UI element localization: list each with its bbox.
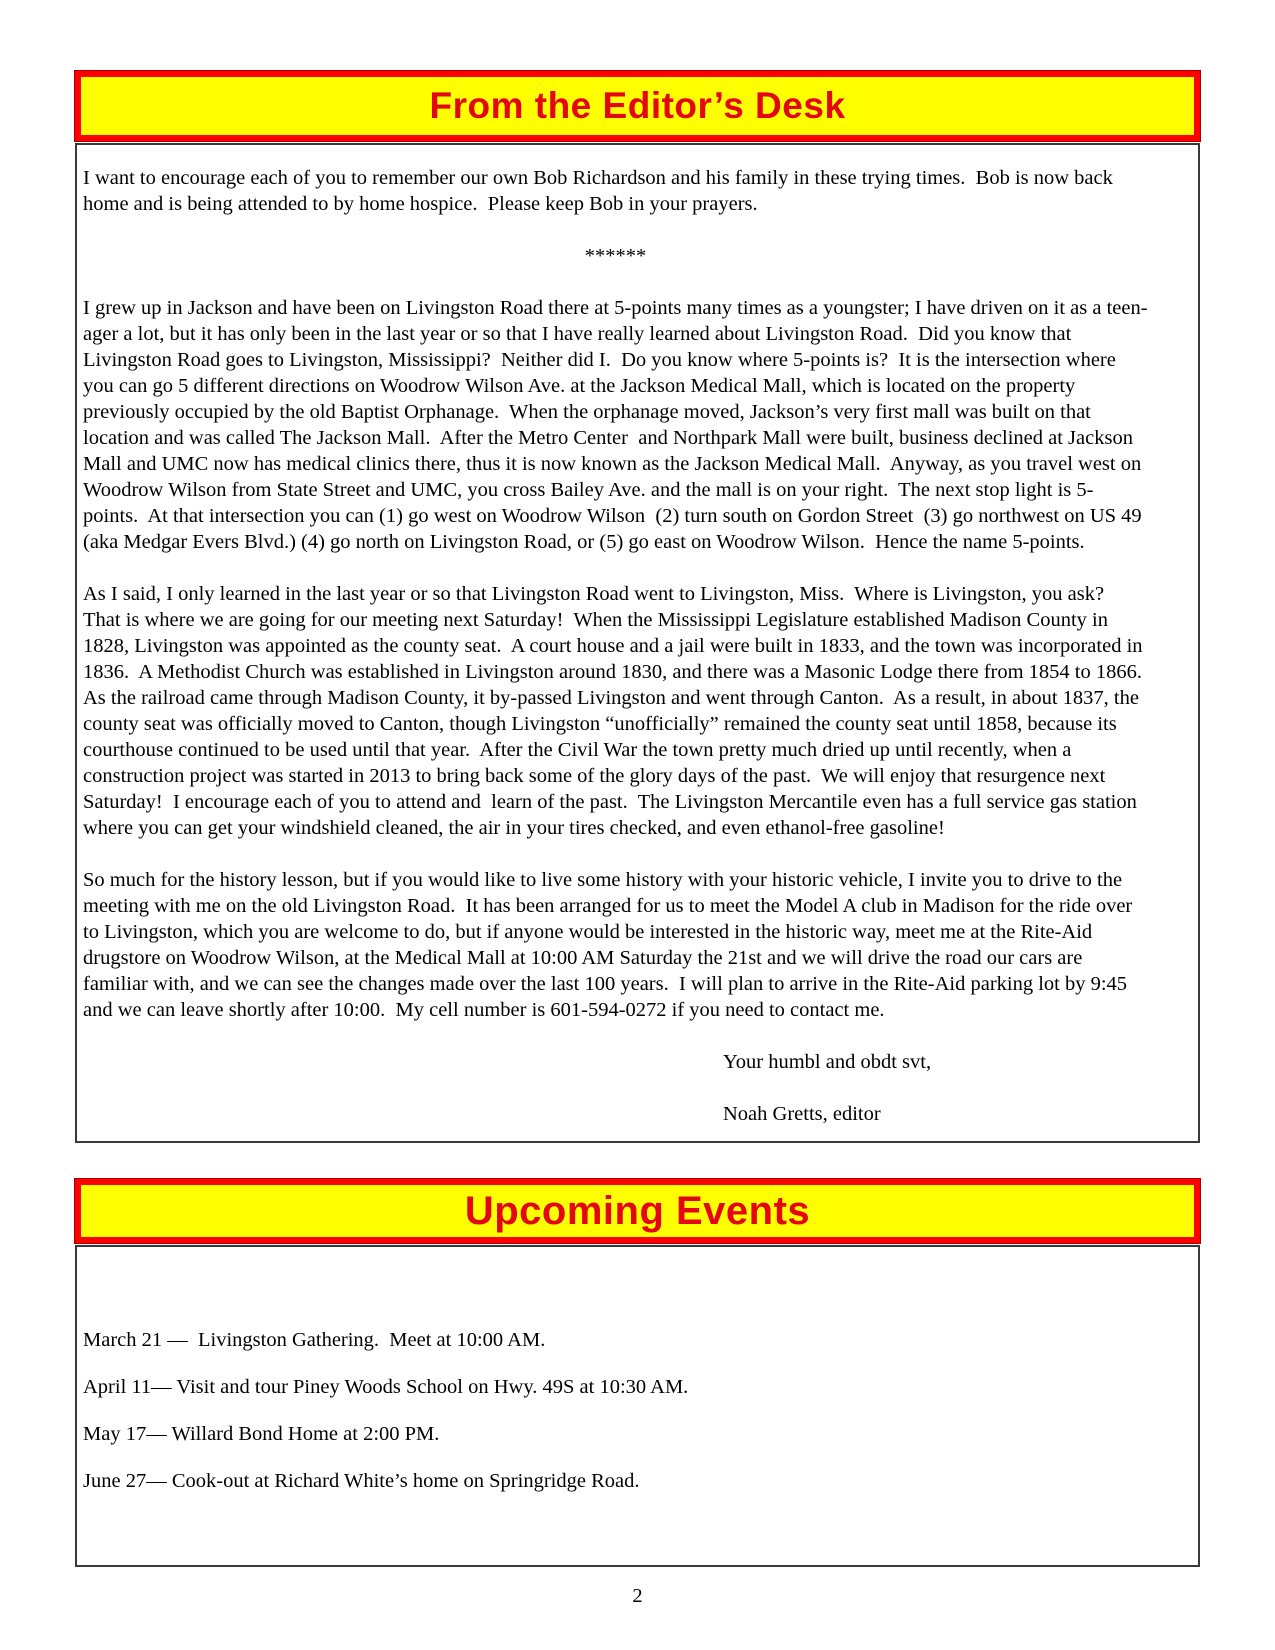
events-list [83,1327,1148,1494]
signature-closing: Your humbl and obdt svt, [723,1051,932,1073]
signature-block [723,1049,1148,1127]
editor-banner-title: From the Editor’s Desk [429,85,846,126]
events-banner-title: Upcoming Events [464,1189,811,1233]
event-item: June 27— Cook-out at Richard White’s home on Springridge Road. [83,1470,640,1492]
page-footer [0,1583,1275,1609]
editor-paragraph: So much for the history lesson, but if you would like to live some history with your historic vehicle, I invite you to drive to the meeting with me on the old Livingston Road. It has been arranged for us to meet the Model A club in Madison for the ride over to Livingston, which you are welcome to do, but if anyone would be interested in the historic way, meet me at the Rite-Aid drugstore on Woodrow Wilson, at the Medical Mall at 10:00 AM Saturday the 21st and we will drive the road our cars are familiar with, and we can see the changes made over the last 100 years. I will plan to arrive in the Rite-Aid parking lot by 9:45 and we can leave shortly after 10:00. My cell number is 601-594-0272 if you need to contact me. [83,869,1138,1021]
editor-section [75,0,1200,1143]
event-item: April 11— Visit and tour Piney Woods School on Hwy. 49S at 10:30 AM. [83,1376,689,1398]
editor-paragraphs [83,165,1152,1023]
events-section [75,1179,1200,1567]
event-item: March 21 — Livingston Gathering. Meet at 10:00 AM. [83,1329,546,1351]
editor-paragraph: I want to encourage each of you to remember our own Bob Richardson and his family in these trying times. Bob is now back home and is being attended to by home hospice. Please keep Bob in your prayers. [83,167,1119,215]
signature-name: Noah Gretts, editor [723,1103,881,1125]
editor-paragraph: As I said, I only learned in the last year or so that Livingston Road went to Livingston, Miss. Where is Livingston, you ask? That is where we are going for our meeting next Saturday! When the Mississippi Legislature established Madison County in 1828, Livingston was appointed as the county seat. A court house and a jail were built in 1833, and the town was incorporated in 1836. A Methodist Church was established in Livingston around 1830, and there was a Masonic Lodge there from 1854 to 1866. As the railroad came through Madison County, it by-passed Livingston and went through Canton. As a result, in about 1837, the county seat was officially moved to Canton, though Livingston “unofficially” remained the county seat until 1858, because its courthouse continued to be used until that year. After the Civil War the town pretty much dried up until recently, when a construction project was started in 2013 to bring back some of the glory days of the past. We will enjoy that resurgence next Saturday! I encourage each of you to attend and learn of the past. The Livingston Mercantile even has a full service gas station where you can get your windshield cleaned, the air in your tires checked, and even ethanol-free gasoline! [83,583,1152,839]
page-number: 2 [632,1585,643,1607]
events-banner [75,1179,1200,1243]
editor-paragraph: I grew up in Jackson and have been on Livingston Road there at 5-points many times as a youngster; I have driven on it as a teen-ager a lot, but it has only been in the last year or so that I have really learned about Livingston Road. Did you know that Livingston Road goes to Livingston, Mississippi? Neither did I. Do you know where 5-points is? It is the intersection where you can go 5 different directions on Woodrow Wilson Ave. at the Jackson Medical Mall, which is located on the property previously occupied by the old Baptist Orphanage. When the orphanage moved, Jackson’s very first mall was built on that location and was called The Jackson Mall. After the Metro Center and Northpark Mall were built, business declined at Jackson Mall and UMC now has medical clinics there, thus it is now known as the Jackson Medical Mall. Anyway, as you travel west on Woodrow Wilson from State Street and UMC, you cross Bailey Ave. and the mall is on your right. The next stop light is 5-points. At that intersection you can (1) go west on Woodrow Wilson (2) turn south on Gordon Street (3) go northwest on US 49 (aka Medgar Evers Blvd.) (4) go north on Livingston Road, or (5) go east on Woodrow Wilson. Hence the name 5-points. [83,297,1148,553]
editor-banner [75,71,1200,141]
editor-content-box [75,143,1200,1143]
editor-paragraph: ****** [584,245,647,267]
events-content-box [75,1245,1200,1567]
event-item: May 17— Willard Bond Home at 2:00 PM. [83,1423,440,1445]
